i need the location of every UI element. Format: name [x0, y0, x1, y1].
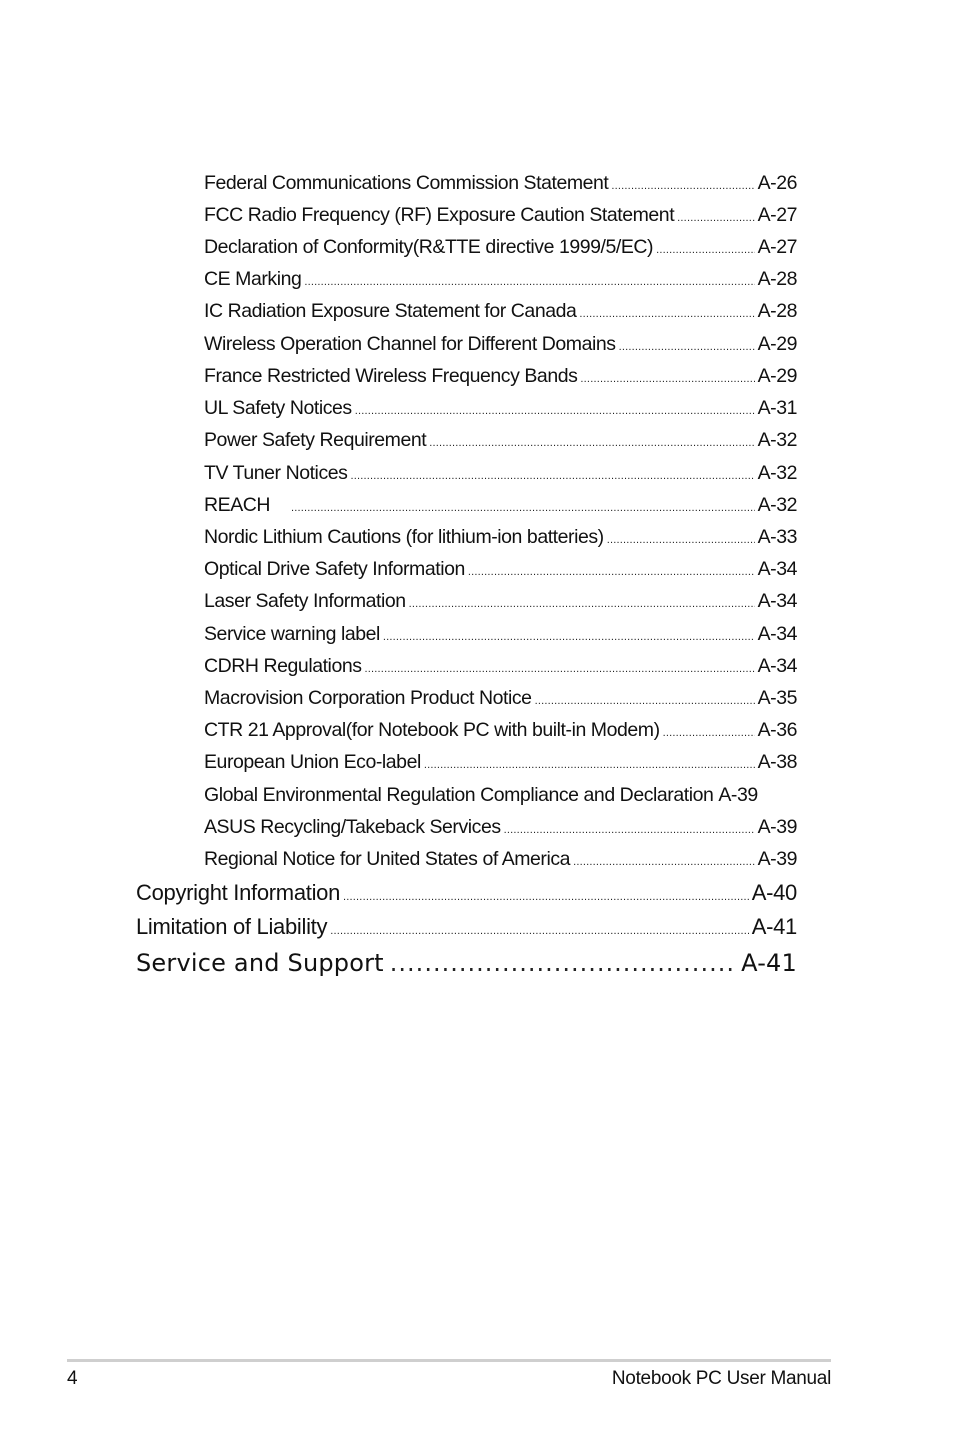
toc-entry[interactable] — [204, 204, 797, 227]
dot-leader — [304, 276, 754, 288]
toc-entry-page: A-34 — [757, 623, 797, 645]
dot-leader — [291, 502, 755, 514]
dot-leader — [663, 727, 755, 739]
toc-entry-page: A-31 — [757, 397, 797, 419]
toc-entry-page: A-32 — [757, 429, 797, 451]
footer-page-number: 4 — [67, 1368, 78, 1389]
toc-entry-page: A-33 — [757, 526, 797, 548]
toc-entry-page: A-38 — [757, 751, 797, 773]
dot-leader — [390, 949, 737, 977]
toc-entry-title: Federal Communications Commission Statement — [204, 172, 609, 194]
footer-divider — [67, 1359, 831, 1362]
toc-entry-page: A-40 — [751, 880, 797, 905]
toc-entry-page: A-39 — [757, 816, 797, 838]
dot-leader — [677, 212, 754, 224]
toc-entry-title: FCC Radio Frequency (RF) Exposure Caution Statement — [204, 204, 675, 226]
toc-entry-page: A-39 — [718, 784, 758, 806]
dot-leader — [343, 891, 749, 903]
toc-entry-title: UL Safety Notices — [204, 397, 352, 419]
toc-entry[interactable] — [204, 333, 797, 356]
dot-leader — [573, 856, 755, 868]
dot-leader — [611, 180, 754, 192]
toc-entry[interactable] — [204, 236, 797, 259]
toc-entry[interactable] — [204, 784, 797, 807]
toc-entry-page: A-32 — [757, 494, 797, 516]
toc-entry-title: Power Safety Requirement — [204, 429, 427, 451]
toc-entry[interactable] — [204, 719, 797, 742]
toc-main-entry[interactable] — [136, 914, 797, 940]
toc-entry-title: Optical Drive Safety Information — [204, 558, 465, 580]
toc-entry[interactable] — [204, 494, 797, 517]
toc-entry-page: A-26 — [757, 172, 797, 194]
toc-entry[interactable] — [204, 397, 797, 420]
toc-entry-page: A-36 — [757, 719, 797, 741]
footer-manual-title: Notebook PC User Manual — [611, 1368, 831, 1389]
toc-entry[interactable] — [204, 751, 797, 774]
toc-entry-title: TV Tuner Notices — [204, 462, 348, 484]
toc-entry[interactable] — [204, 429, 797, 452]
toc-entry-title: Nordic Lithium Cautions (for lithium-ion batteries) — [204, 526, 604, 548]
toc-entry-title: IC Radiation Exposure Statement for Canada — [204, 300, 577, 322]
dot-leader — [656, 244, 755, 256]
toc-entry[interactable] — [204, 462, 797, 485]
toc-entry[interactable] — [204, 365, 797, 388]
toc-entry-page: A-34 — [757, 655, 797, 677]
toc-entry-title: France Restricted Wireless Frequency Bands — [204, 365, 578, 387]
toc-entry-title: Global Environmental Regulation Compliance and Declaration — [204, 784, 714, 806]
toc-entry-page: A-39 — [757, 848, 797, 870]
toc-entry-page: A-34 — [757, 558, 797, 580]
toc-entry[interactable] — [204, 848, 797, 871]
toc-entry-title: Declaration of Conformity(R&TTE directive 1999/5/EC) — [204, 236, 654, 258]
toc-entry-title: Limitation of Liability — [136, 914, 328, 939]
toc-entry[interactable] — [204, 526, 797, 549]
toc-entry-title: CE Marking — [204, 268, 302, 290]
dot-leader — [619, 341, 755, 353]
dot-leader — [579, 308, 754, 320]
dot-leader — [504, 824, 755, 836]
toc-entry[interactable] — [204, 623, 797, 646]
dot-leader — [383, 631, 755, 643]
toc-entry-page: A-27 — [757, 204, 797, 226]
toc-entry-title: CTR 21 Approval(for Notebook PC with built-in Modem) — [204, 719, 660, 741]
toc-entry-page: A-41 — [751, 914, 797, 939]
toc-entry-title: ASUS Recycling/Takeback Services — [204, 816, 501, 838]
toc-entry-title: Service warning label — [204, 623, 380, 645]
toc-entry-page: A-29 — [757, 365, 797, 387]
dot-leader — [350, 470, 754, 482]
toc-entry-page: A-35 — [757, 687, 797, 709]
toc-entry[interactable] — [204, 816, 797, 839]
toc-entry-title: CDRH Regulations — [204, 655, 362, 677]
dot-leader — [355, 405, 755, 417]
dot-leader — [424, 759, 755, 771]
toc-entry[interactable] — [204, 558, 797, 581]
dot-leader — [468, 566, 755, 578]
toc-entry[interactable] — [204, 687, 797, 710]
toc-entry-page: A-32 — [757, 462, 797, 484]
toc-entry-page: A-29 — [757, 333, 797, 355]
toc-entry[interactable] — [204, 268, 797, 291]
toc-entry-title: Service and Support — [136, 949, 384, 977]
toc-entry-page: A-27 — [757, 236, 797, 258]
toc-entry[interactable] — [204, 655, 797, 678]
dot-leader — [580, 373, 754, 385]
toc-entry[interactable] — [204, 590, 797, 613]
toc-entry-page: A-28 — [757, 300, 797, 322]
toc-main-entry[interactable] — [136, 880, 797, 906]
toc-entry[interactable] — [204, 172, 797, 195]
toc-entry-title: Copyright Information — [136, 880, 341, 905]
dot-leader — [365, 663, 755, 675]
toc-entry-title: Macrovision Corporation Product Notice — [204, 687, 532, 709]
toc-entry-page: A-34 — [757, 590, 797, 612]
dot-leader — [607, 534, 755, 546]
dot-leader — [409, 598, 755, 610]
toc-entry-title: European Union Eco-label — [204, 751, 421, 773]
toc-entry-title: REACH — [204, 494, 271, 516]
dot-leader — [330, 925, 749, 937]
toc-chapter-entry[interactable] — [136, 949, 797, 977]
toc-entry-page: A-41 — [741, 949, 797, 977]
dot-leader — [535, 695, 755, 707]
dot-leader — [429, 437, 754, 449]
toc-entry[interactable] — [204, 300, 797, 323]
toc-entry-page: A-28 — [757, 268, 797, 290]
toc-entry-title: Wireless Operation Channel for Different Domains — [204, 333, 616, 355]
toc-entry-title: Laser Safety Information — [204, 590, 406, 612]
toc-entry-title: Regional Notice for United States of America — [204, 848, 571, 870]
